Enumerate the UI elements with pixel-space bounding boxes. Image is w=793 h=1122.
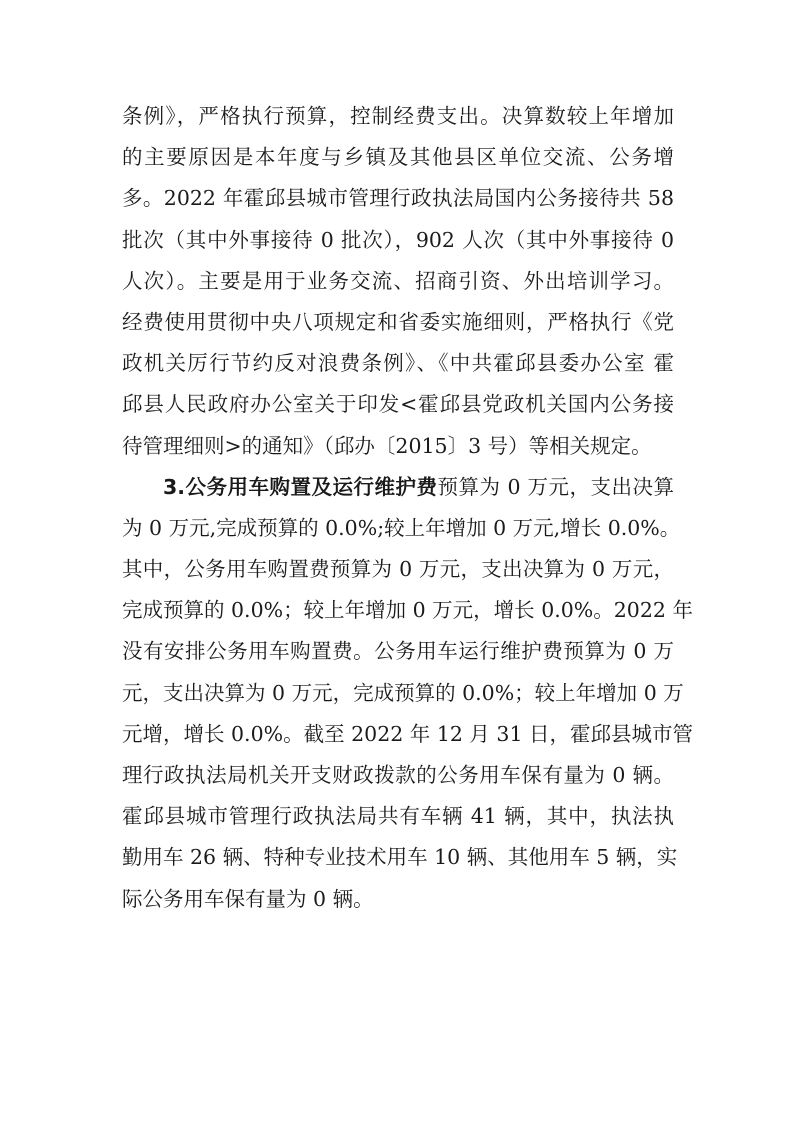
body-text [122, 96, 694, 920]
text-line: 没有安排公务用车购置费。公务用车运行维护费预算为 0 万 [122, 639, 674, 664]
text-line: 批次（其中外事接待 0 批次），902 人次（其中外事接待 0 [122, 227, 674, 252]
text-line: 完成预算的 0.0%；较上年增加 0 万元，增长 0.0%。2022 年 [122, 598, 693, 623]
text-line: 元，支出决算为 0 万元，完成预算的 0.0%；较上年增加 0 万 [122, 680, 684, 705]
text-line: 霍邱县城市管理行政执法局共有车辆 41 辆，其中，执法执 [122, 804, 674, 829]
text-line: 理行政执法局机关开支财政拨款的公务用车保有量为 0 辆。 [122, 763, 674, 787]
text-line: 勤用车 26 辆、特种专业技术用车 10 辆、其他用车 5 辆，实 [122, 845, 678, 870]
text-line: 邱县人民政府办公室关于印发<霍邱县党政机关国内公务接 [122, 392, 674, 417]
paragraph-public-reception [122, 96, 674, 467]
text-line: 其中，公务用车购置费预算为 0 万元，支出决算为 0 万元， [122, 557, 674, 582]
text-line: 多。2022 年霍邱县城市管理行政执法局国内公务接待共 58 [122, 186, 674, 211]
text-line: 为 0 万元,完成预算的 0.0%;较上年增加 0 万元,增长 0.0%。 [122, 515, 681, 540]
text-line: 际公务用车保有量为 0 辆。 [122, 886, 374, 911]
text-line: 待管理细则>的通知》（邱办〔2015〕3 号）等相关规定。 [122, 433, 652, 458]
text-line: 人次）。主要是用于业务交流、招商引资、外出培训学习。 [122, 268, 674, 293]
section-heading: 3.公务用车购置及运行维护费 [163, 474, 438, 499]
paragraph-official-vehicles [122, 467, 694, 920]
paragraph-first-line [122, 467, 674, 508]
text-line: 元增，增长 0.0%。截至 2022 年 12 月 31 日，霍邱县城市管 [122, 721, 694, 746]
text-line: 经费使用贯彻中央八项规定和省委实施细则，严格执行《党 [122, 309, 674, 334]
text-run: 预算为 0 万元，支出决算 [437, 474, 674, 499]
text-line: 政机关厉行节约反对浪费条例》、《中共霍邱县委办公室 霍 [122, 351, 674, 376]
text-line: 条例》，严格执行预算，控制经费支出。决算数较上年增加 [122, 104, 674, 128]
text-line: 的主要原因是本年度与乡镇及其他县区单位交流、公务增 [122, 145, 674, 170]
